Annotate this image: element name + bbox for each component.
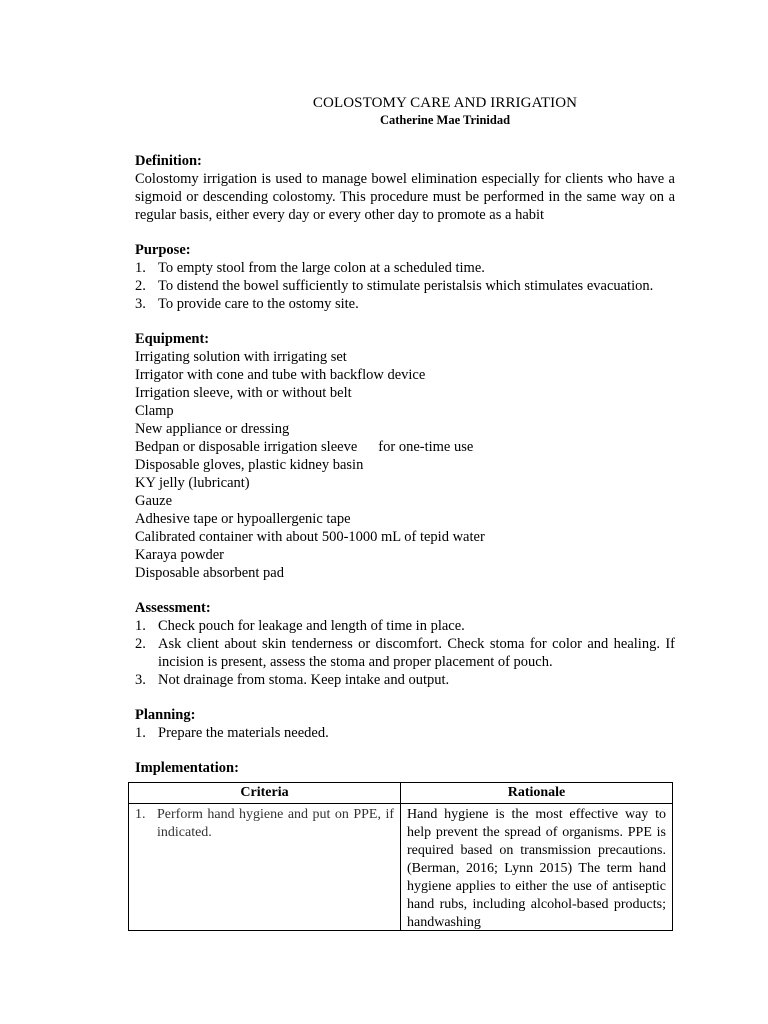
document-author: Catherine Mae Trinidad <box>379 113 511 127</box>
bedpan-note: for one-time use <box>378 439 474 455</box>
list-item: 3. To provide care to the ostomy site. <box>135 296 359 312</box>
list-item: Adhesive tape or hypoallergenic tape <box>135 511 351 527</box>
list-item: Clamp <box>135 403 174 419</box>
table-row <box>129 804 673 931</box>
implementation-heading: Implementation: <box>135 760 239 776</box>
implementation-table <box>128 782 673 931</box>
list-item: Disposable gloves, plastic kidney basin <box>135 457 364 473</box>
list-item: Gauze <box>135 493 173 509</box>
document-title: COLOSTOMY CARE AND IRRIGATION <box>312 95 578 111</box>
equipment-heading: Equipment: <box>135 331 210 347</box>
list-item: Bedpan or disposable irrigation sleeve for one-time use <box>135 439 474 455</box>
document-page <box>135 94 675 777</box>
list-item: 1. Prepare the materials needed. <box>135 725 329 741</box>
assessment-heading: Assessment: <box>135 600 211 616</box>
purpose-list <box>135 259 675 313</box>
list-item: Irrigation sleeve, with or without belt <box>135 385 352 401</box>
list-item: 2. Ask client about skin tenderness or discomfort. Check stoma for color and healing. If incision is present, assess the stoma and proper placement of pouch. <box>135 636 675 670</box>
list-item: Irrigating solution with irrigating set <box>135 349 347 365</box>
list-item: Disposable absorbent pad <box>135 565 284 581</box>
list-item: New appliance or dressing <box>135 421 290 437</box>
assessment-list <box>135 617 675 689</box>
planning-heading: Planning: <box>135 707 196 723</box>
definition-heading: Definition: <box>135 153 202 169</box>
definition-text: Colostomy irrigation is used to manage bowel elimination especially for clients who have a sigmoid or descending colostomy. This procedure must be performed in the same way on a regular basis, either every day or every other day to promote as a habit <box>135 171 675 223</box>
list-item: 1. Check pouch for leakage and length of time in place. <box>135 618 465 634</box>
list-item: Calibrated container with about 500-1000 mL of tepid water <box>135 529 485 545</box>
list-item: Irrigator with cone and tube with backflow device <box>135 367 426 383</box>
planning-list <box>135 724 675 742</box>
list-item: 3. Not drainage from stoma. Keep intake and output. <box>135 672 450 688</box>
column-header-criteria: Criteria <box>129 783 401 804</box>
list-item: 1. To empty stool from the large colon at a scheduled time. <box>135 260 485 276</box>
rationale-cell: Hand hygiene is the most effective way to help prevent the spread of organisms. PPE is required based on transmission precautions. (Berman, 2016; Lynn 2015) The term hand hygiene applies to either the use of antiseptic hand rubs, including alcohol-based products; handwashing <box>401 804 673 931</box>
list-item: Karaya powder <box>135 547 224 563</box>
purpose-heading: Purpose: <box>135 242 191 258</box>
criteria-cell: 1. Perform hand hygiene and put on PPE, if indicated. <box>129 804 401 931</box>
table-header-row <box>129 783 673 804</box>
column-header-rationale: Rationale <box>401 783 673 804</box>
equipment-list <box>135 348 675 582</box>
list-item: 2. To distend the bowel sufficiently to stimulate peristalsis which stimulates evacuation. <box>135 278 654 294</box>
list-item: KY jelly (lubricant) <box>135 475 250 491</box>
